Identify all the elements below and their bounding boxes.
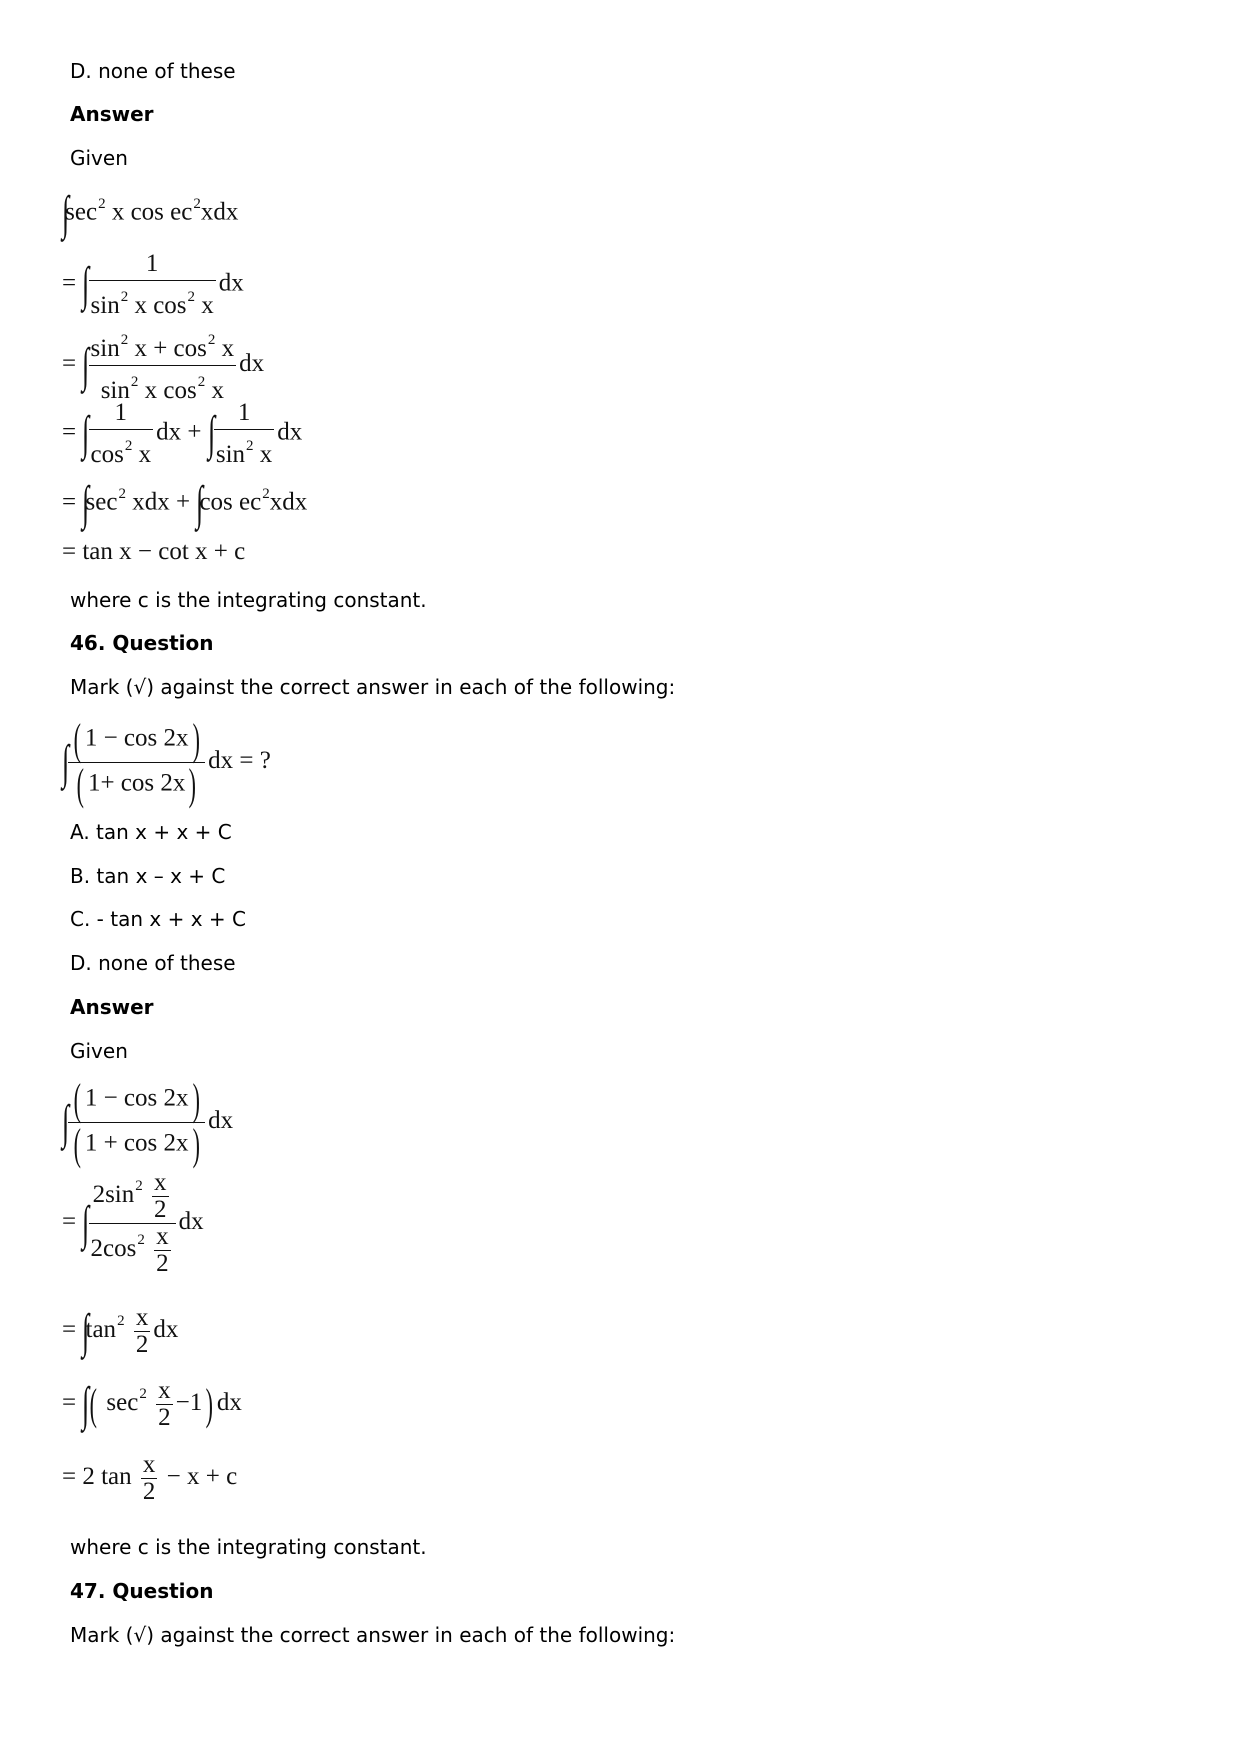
equation-line: = ∫ $\frac{1}{\cos^2 x}$ dx + ∫ $\frac{1}{\sin^2 x}$ dx: [62, 399, 303, 468]
option-a: A. tan x + x + C: [70, 820, 232, 844]
question-equation: ∫ $\frac{( 1 - \cos 2x)}{( 1+ \cos 2x)}$ dx = ?: [62, 715, 271, 809]
closing-text: where c is the integrating constant.: [70, 1535, 427, 1559]
equation-line: = ∫( $\sec^2$ $\frac{x}{2}$ −1) dx: [62, 1377, 242, 1431]
equation-line: = ∫ $\frac{\sin^2 x + \cos^2 x}{\sin^2 x \cos^2 x}$ dx: [62, 324, 264, 407]
option-c: C. - tan x + x + C: [70, 907, 246, 931]
equation-line: = ∫ $\frac{1}{\sin^2 x \cos^2 x}$ dx: [62, 250, 244, 319]
equation-line: = ∫ $2\sin^2$ $\frac{x}{2}$ $2\cos^2$ $\frac{x}{2}$ dx: [62, 1169, 204, 1277]
equation-line: = 2 tan $\frac{x}{2}$ − x + c: [62, 1451, 238, 1505]
equation-line: = $\int\tan^2$ $\frac{x}{2}$ dx: [62, 1304, 179, 1358]
answer-heading: Answer: [70, 995, 154, 1019]
equation-line: = $\int\sec^2$ xdx + ∫cos $ec^2xdx$: [62, 477, 308, 530]
question-heading: 47. Question: [70, 1579, 214, 1603]
question-instruction: Mark (√) against the correct answer in each of the following:: [70, 675, 676, 699]
given-label: Given: [70, 1039, 128, 1063]
option-d: D. none of these: [70, 59, 236, 83]
answer-heading: Answer: [70, 102, 154, 126]
equation-line: ∫ $\frac{( 1 - \cos 2x)}{( 1 + \cos 2x)}$ dx: [62, 1075, 234, 1169]
equation-line: $\int\sec^2$ x $\cos ec^2xdx$: [62, 187, 239, 240]
question-instruction: Mark (√) against the correct answer in each of the following:: [70, 1623, 676, 1647]
closing-text: where c is the integrating constant.: [70, 588, 427, 612]
option-d: D. none of these: [70, 951, 236, 975]
equation-line: = tan x − cot x + c: [62, 538, 246, 565]
question-heading: 46. Question: [70, 631, 214, 655]
option-b: B. tan x – x + C: [70, 864, 226, 888]
given-label: Given: [70, 146, 128, 170]
